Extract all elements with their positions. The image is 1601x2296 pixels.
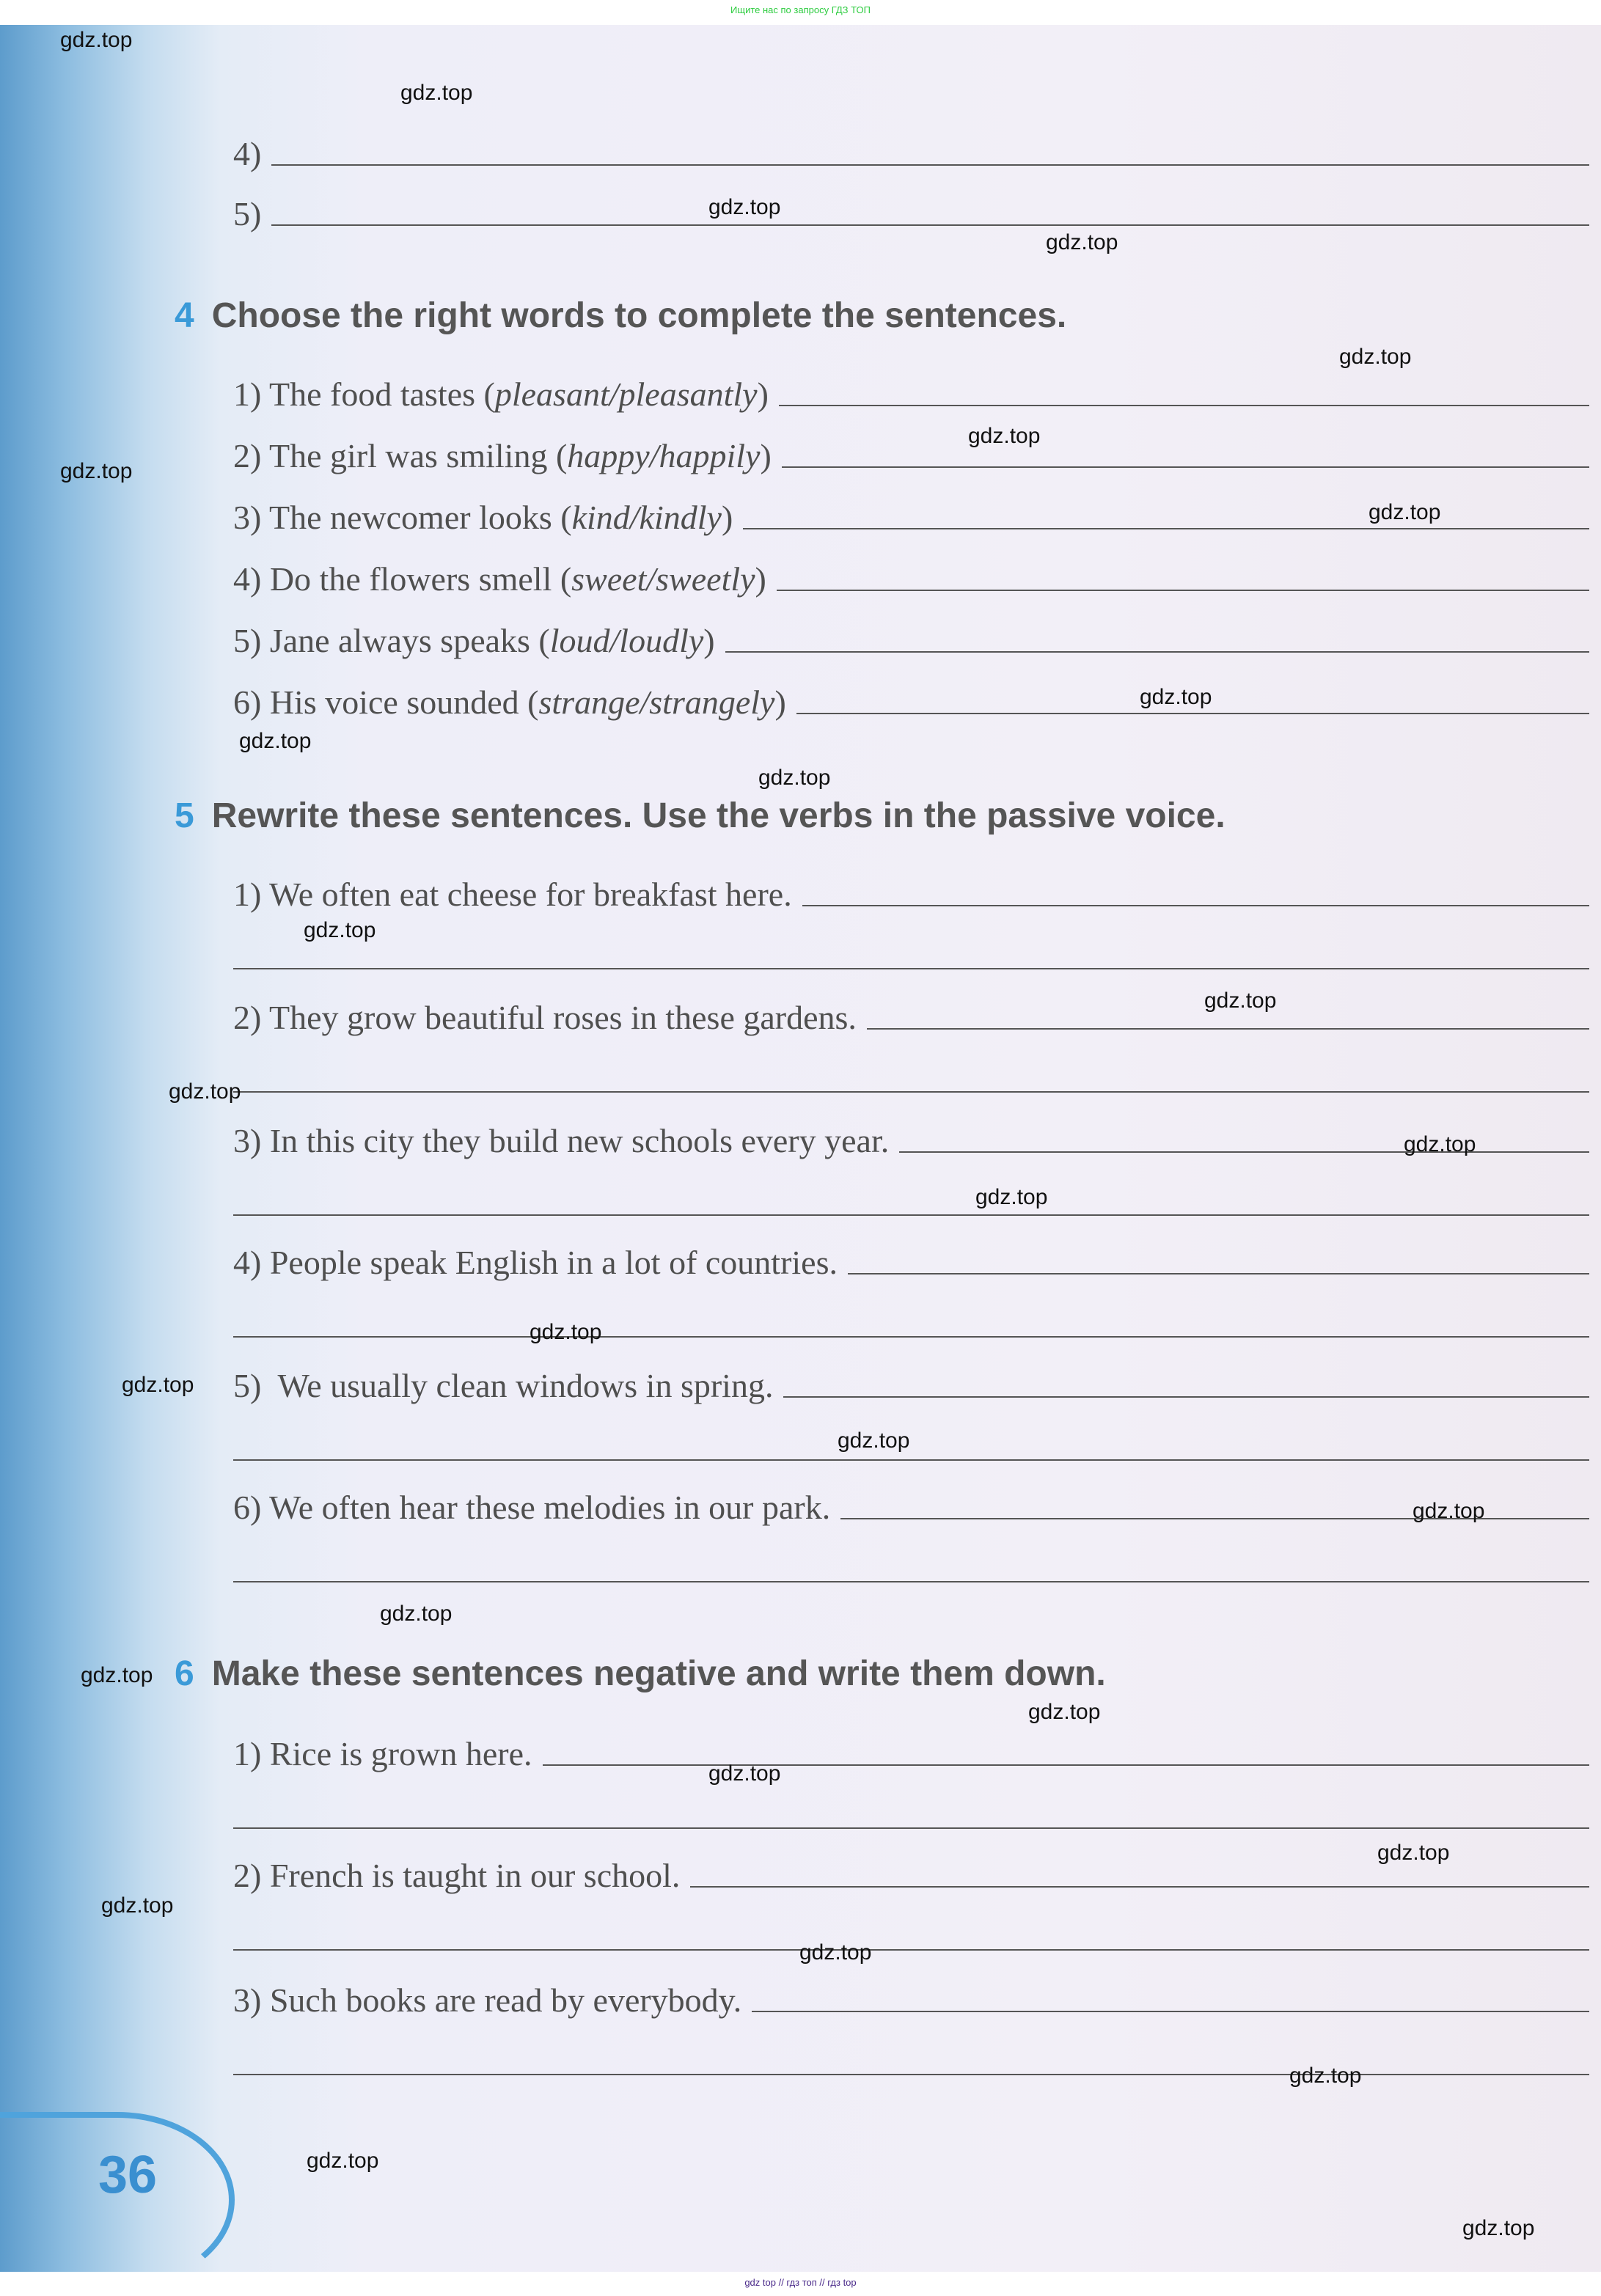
top-banner-text: Ищите нас по запросу ГДЗ ТОП <box>730 4 871 15</box>
watermark: gdz.top <box>122 1373 194 1397</box>
sentence <box>233 1857 680 1895</box>
answer-row <box>233 1792 1589 1836</box>
watermark: gdz.top <box>1339 345 1412 369</box>
sentence-text: 2) The girl was smiling ( <box>233 437 568 474</box>
watermark: gdz.top <box>101 1893 174 1918</box>
answer-line[interactable] <box>233 1581 1589 1582</box>
watermark: gdz.top <box>1369 500 1441 524</box>
exercise-number: 5 <box>175 796 194 835</box>
watermark: gdz.top <box>304 918 376 942</box>
exercise-number: 4 <box>175 296 194 335</box>
sentence-text: 2) French is taught in our school. <box>233 1857 681 1894</box>
answer-row <box>233 993 1589 1037</box>
word-options: happy/happily <box>567 437 761 474</box>
watermark: gdz.top <box>1462 2216 1535 2240</box>
watermark: gdz.top <box>708 195 781 219</box>
exercise-6-heading <box>175 1654 1106 1694</box>
sentence-text: ) <box>760 437 772 474</box>
answer-line[interactable] <box>783 1396 1589 1398</box>
sentence <box>233 1122 889 1160</box>
answer-row <box>233 129 1589 173</box>
answer-line[interactable] <box>271 224 1589 226</box>
answer-row <box>233 1238 1589 1282</box>
answer-line[interactable] <box>782 466 1589 468</box>
sentence-text: 6) We often hear these melodies in our park. <box>233 1489 831 1526</box>
watermark: gdz.top <box>60 28 133 52</box>
bottom-banner-text: gdz top // гдз топ // гдз top <box>744 2277 857 2288</box>
exercise-title: Choose the right words to complete the sentences. <box>211 296 1067 335</box>
word-options: sweet/sweetly <box>571 560 755 598</box>
sentence-text: 4) Do the flowers smell ( <box>233 560 572 598</box>
item-number: 4) <box>233 135 262 172</box>
answer-line[interactable] <box>752 2011 1589 2012</box>
sentence-text: 1) Rice is grown here. <box>233 1735 532 1772</box>
answer-row <box>233 1179 1589 1223</box>
answer-line[interactable] <box>725 651 1589 653</box>
answer-line[interactable] <box>779 405 1589 406</box>
sentence-text: 4) People speak English in a lot of countries. <box>233 1244 838 1281</box>
answer-line[interactable] <box>543 1764 1590 1766</box>
answer-line[interactable] <box>690 1886 1589 1888</box>
watermark: gdz.top <box>1404 1132 1476 1156</box>
sentence-text: 2) They grow beautiful roses in these gardens. <box>233 999 857 1036</box>
sentence <box>233 437 772 475</box>
sentence-text: ) <box>757 375 769 413</box>
sentence-text: 6) His voice sounded ( <box>233 683 539 721</box>
answer-row <box>233 554 1589 598</box>
sentence <box>233 560 766 598</box>
sentence-text: 1) The food tastes ( <box>233 375 495 413</box>
answer-line[interactable] <box>899 1151 1589 1153</box>
answer-line[interactable] <box>233 1949 1589 1951</box>
watermark: gdz.top <box>1204 989 1277 1013</box>
watermark: gdz.top <box>169 1079 241 1104</box>
answer-line[interactable] <box>233 1214 1589 1216</box>
answer-row <box>233 1424 1589 1468</box>
sentence <box>233 1981 741 2020</box>
sentence <box>233 1367 773 1405</box>
sentence <box>233 1489 830 1527</box>
sentence-text: 3) Such books are read by everybody. <box>233 1981 742 2019</box>
answer-line[interactable] <box>796 713 1589 714</box>
answer-row <box>233 1483 1589 1527</box>
answer-line[interactable] <box>233 968 1589 969</box>
exercise-5-heading <box>175 796 1226 836</box>
sentence-text: 3) The newcomer looks ( <box>233 499 572 536</box>
sentence-text: ) <box>703 622 715 659</box>
page-number: 36 <box>98 2146 158 2204</box>
answer-line[interactable] <box>802 905 1589 906</box>
word-options: loud/loudly <box>549 622 704 659</box>
watermark: gdz.top <box>968 424 1041 448</box>
watermark: gdz.top <box>708 1761 781 1786</box>
answer-line[interactable] <box>233 1827 1589 1829</box>
word-options: pleasant/pleasantly <box>494 375 758 413</box>
top-banner <box>0 0 1601 25</box>
watermark: gdz.top <box>400 81 473 105</box>
answer-line[interactable] <box>867 1028 1589 1030</box>
answer-row <box>233 1546 1589 1590</box>
answer-line[interactable] <box>271 164 1589 166</box>
word-options: strange/strangely <box>538 683 775 721</box>
sentence-text: ) <box>774 683 786 721</box>
answer-line[interactable] <box>233 1459 1589 1461</box>
watermark: gdz.top <box>307 2149 379 2173</box>
watermark: gdz.top <box>380 1602 453 1626</box>
answer-row <box>233 1361 1589 1405</box>
answer-line[interactable] <box>848 1273 1589 1274</box>
answer-row <box>233 616 1589 660</box>
sentence <box>233 1244 838 1282</box>
sentence <box>233 1735 532 1773</box>
answer-row <box>233 189 1589 233</box>
watermark: gdz.top <box>799 1940 872 1965</box>
sentence <box>233 999 857 1037</box>
bottom-banner <box>0 2272 1601 2296</box>
watermark: gdz.top <box>1140 685 1212 709</box>
answer-line[interactable] <box>743 528 1589 529</box>
answer-line[interactable] <box>777 590 1589 591</box>
exercise-number: 6 <box>175 1654 194 1693</box>
answer-row <box>233 2039 1589 2083</box>
watermark: gdz.top <box>60 459 133 483</box>
exercise-title: Make these sentences negative and write them down. <box>211 1654 1106 1693</box>
sentence-text: 5) Jane always speaks ( <box>233 622 550 659</box>
watermark: gdz.top <box>1046 230 1118 254</box>
sentence <box>233 683 786 722</box>
watermark: gdz.top <box>1289 2064 1362 2088</box>
watermark: gdz.top <box>838 1428 910 1453</box>
watermark: gdz.top <box>1028 1700 1101 1724</box>
watermark: gdz.top <box>1413 1499 1485 1523</box>
answer-row <box>233 678 1589 722</box>
answer-row <box>233 1976 1589 2020</box>
watermark: gdz.top <box>239 729 312 753</box>
sentence-text: ) <box>755 560 766 598</box>
answer-row <box>233 1056 1589 1100</box>
word-options: kind/kindly <box>571 499 722 536</box>
answer-line[interactable] <box>233 1091 1589 1093</box>
exercise-title: Rewrite these sentences. Use the verbs in the passive voice. <box>211 796 1226 835</box>
sentence <box>233 622 715 660</box>
sentence-text: 3) In this city they build new schools every year. <box>233 1122 890 1159</box>
watermark: gdz.top <box>758 766 831 790</box>
sentence-text: 5) We usually clean windows in spring. <box>233 1367 774 1404</box>
answer-line[interactable] <box>233 2074 1589 2075</box>
watermark: gdz.top <box>975 1185 1048 1209</box>
answer-row <box>233 1116 1589 1160</box>
sentence <box>233 375 769 414</box>
watermark: gdz.top <box>530 1320 602 1344</box>
exercise-4-heading <box>175 296 1066 336</box>
sentence-text: ) <box>721 499 733 536</box>
sentence-text: 1) We often eat cheese for breakfast here. <box>233 876 792 913</box>
answer-row <box>233 1301 1589 1345</box>
answer-line[interactable] <box>233 1336 1589 1338</box>
watermark: gdz.top <box>1377 1841 1450 1865</box>
answer-row <box>233 431 1589 475</box>
answer-row <box>233 870 1589 914</box>
sentence <box>233 499 733 537</box>
item-number: 5) <box>233 195 262 232</box>
watermark: gdz.top <box>81 1663 153 1687</box>
answer-row <box>233 370 1589 414</box>
answer-row <box>233 933 1589 977</box>
answer-row <box>233 1729 1589 1773</box>
sentence <box>233 876 792 914</box>
answer-row <box>233 1914 1589 1958</box>
